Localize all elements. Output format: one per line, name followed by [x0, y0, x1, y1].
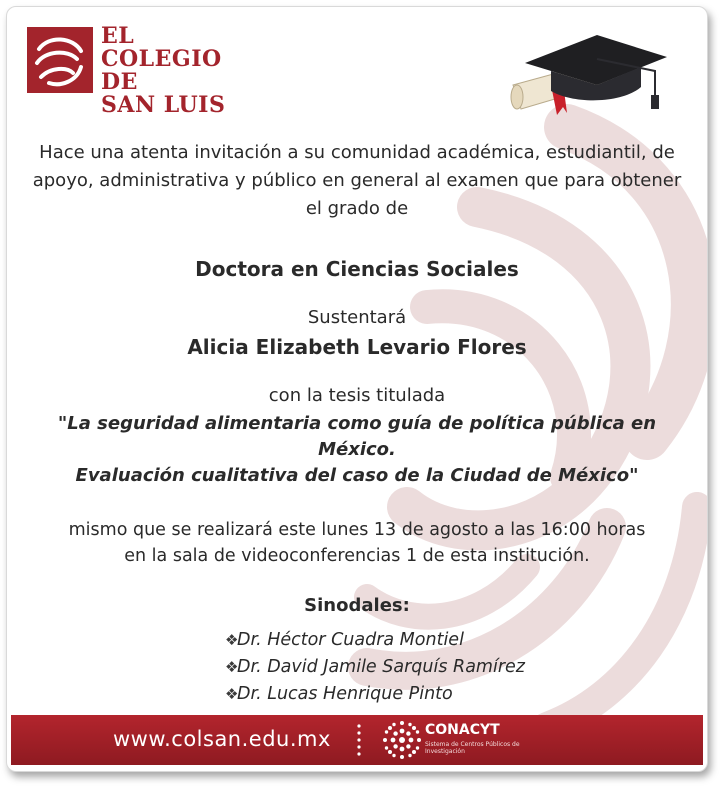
bullet-icon: ❖: [225, 685, 239, 703]
conacyt-subtitle: Sistema de Centros Públicos de Investigación: [425, 741, 520, 755]
graduation-cap-icon: [505, 23, 675, 123]
sinodal-name: Dr. Lucas Henrique Pinto: [237, 684, 453, 704]
dotted-separator: [357, 723, 361, 757]
colsan-logo: [27, 23, 247, 118]
event-place-line: en la sala de videoconferencias 1 de esta institución.: [124, 546, 590, 566]
candidate-name: Alicia Elizabeth Levario Flores: [187, 335, 527, 359]
bullet-icon: ❖: [225, 658, 239, 676]
invitation-card: [6, 6, 708, 772]
thesis-intro: con la tesis titulada: [268, 385, 446, 406]
conacyt-logo-icon: [381, 719, 423, 761]
footer-bar: [11, 715, 703, 765]
sinodal-item: [27, 627, 687, 654]
logo-line-1: EL: [101, 23, 135, 49]
intro-text: Hace una atenta invitación a su comunidad académica, estudiantil, de apoyo, administrativa y público en general al examen que para obtener el grado de: [32, 142, 682, 219]
colsan-logo-text: [101, 25, 225, 117]
sinodales-list: [27, 627, 687, 708]
sustentara-label: Sustentará: [307, 307, 407, 328]
logo-line-2: COLEGIO: [101, 46, 222, 72]
website-link[interactable]: www.colsan.edu.mx: [113, 727, 331, 751]
sinodales-heading: Sinodales:: [304, 595, 410, 616]
invitation-content: [27, 139, 687, 708]
bullet-icon: ❖: [225, 631, 239, 649]
sinodal-item: [27, 681, 687, 708]
degree-title: Doctora en Ciencias Sociales: [195, 257, 519, 281]
event-details: [27, 517, 687, 569]
sinodal-item: [27, 654, 687, 681]
colsan-logo-icon: [27, 27, 93, 93]
sinodal-name: Dr. Héctor Cuadra Montiel: [237, 630, 464, 650]
logo-line-3: DE: [101, 69, 138, 95]
thesis-line-2: Evaluación cualitativa del caso de la Ciudad de México": [75, 465, 639, 486]
thesis-title: [27, 411, 687, 489]
logo-line-4: SAN LUIS: [101, 92, 226, 118]
sinodal-name: Dr. David Jamile Sarquís Ramírez: [237, 657, 525, 677]
conacyt-name: CONACYT: [425, 722, 500, 738]
event-date-line: mismo que se realizará este lunes 13 de agosto a las 16:00 horas: [68, 520, 646, 540]
thesis-line-1: "La seguridad alimentaria como guía de política pública en México.: [57, 413, 657, 460]
